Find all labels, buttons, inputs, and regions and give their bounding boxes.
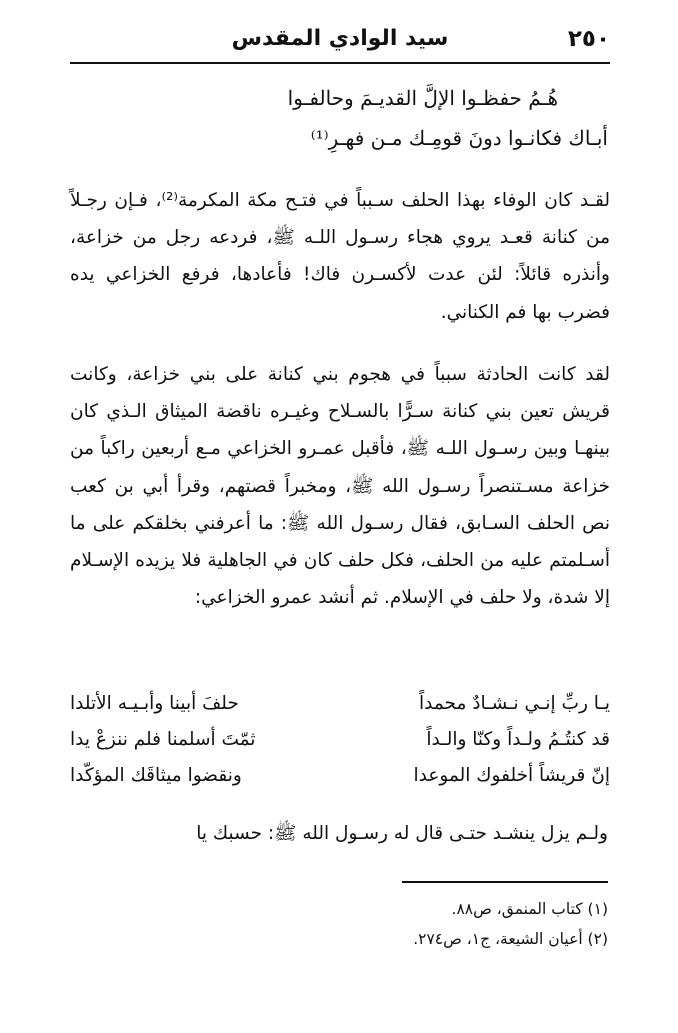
poem-row-2 bbox=[70, 722, 610, 758]
poem-row-1 bbox=[70, 686, 610, 722]
poem-hemistich-right: قد كنتُـمُ ولـداً وكنّا والـداً bbox=[426, 729, 610, 750]
header-rule bbox=[70, 62, 610, 64]
poem-hemistich-left: ثمّتَ أسلمنا فلم ننزعْ يدا bbox=[70, 729, 256, 750]
poem-hemistich-right: يـا ربِّ إنـي نـشـادٌ محمداً bbox=[419, 693, 610, 714]
page-number: ٢٥٠ bbox=[567, 26, 610, 52]
running-title: سيد الوادي المقدس bbox=[231, 26, 449, 51]
verse-line-1: هُـمُ حفظـوا الإلَّ القديـمَ وحالفـوا bbox=[287, 86, 558, 110]
footnote-1: (١) كتاب المنمق، ص٨٨. bbox=[451, 900, 608, 918]
paragraph-2: لقد كانت الحادثة سبباً في هجوم بني كنانة على بني خزاعة، وكانت قريش تعين بني كنانة سـرًّا بالسـلاح وغيـره ناقضة الميثاق الـذي كان بينهـا وبين رسـول اللـه ﷺ، فأقبل عمـرو الخزاعي مـع أربعين راكباً من خزاعة مسـتنصراً رسـول الله ﷺ، ومخبراً قصتهم، وقرأ أبي بن كعب نص الحلف السـابق، فقال رسـول الله ﷺ: ما أعرفني بخلقكم على ما أسـلمتم عليه من الحلف، فكل حلف كان في الجاهلية فلا يزيده الإسـلام إلا شدة، ولا حلف في الإسلام. ثم أنشد عمرو الخزاعي: bbox=[70, 364, 610, 609]
poem-hemistich-right: إنّ قريشاً أخلفوك الموعدا bbox=[413, 765, 610, 786]
poem-row-3 bbox=[70, 758, 610, 794]
poem-hemistich-left: ونقضوا ميثاقَك المؤكّدا bbox=[70, 765, 242, 786]
poem-hemistich-left: حلفَ أبينا وأبـيـه الأتلدا bbox=[70, 693, 239, 714]
footnote-2: (٢) أعيان الشيعة، ج١، ص٢٧٤. bbox=[413, 930, 608, 948]
verse-line-2: أبـاك فكانـوا دونَ قومِـك مـن فهـرِ⁽¹⁾ bbox=[310, 126, 608, 150]
paragraph-1: لقـد كان الوفاء بهذا الحلف سـبباً في فتـح مكة المكرمة⁽²⁾، فـإن رجـلاً من كنانة قعـد يروي هجاء رسـول اللـه ﷺ، فردعه رجل من خزاعة، وأنذره قائلاً: لئن عدت لأكسـرن فاك! فأعادها، فرفع الخزاعي يده فضرب بها فم الكناني. bbox=[70, 190, 611, 323]
footnote-rule bbox=[402, 881, 608, 883]
page-header bbox=[70, 18, 610, 64]
continuation-line: ولـم يزل ينشـد حتـى قال له رسـول الله ﷺ: حسبك يا bbox=[196, 823, 608, 844]
